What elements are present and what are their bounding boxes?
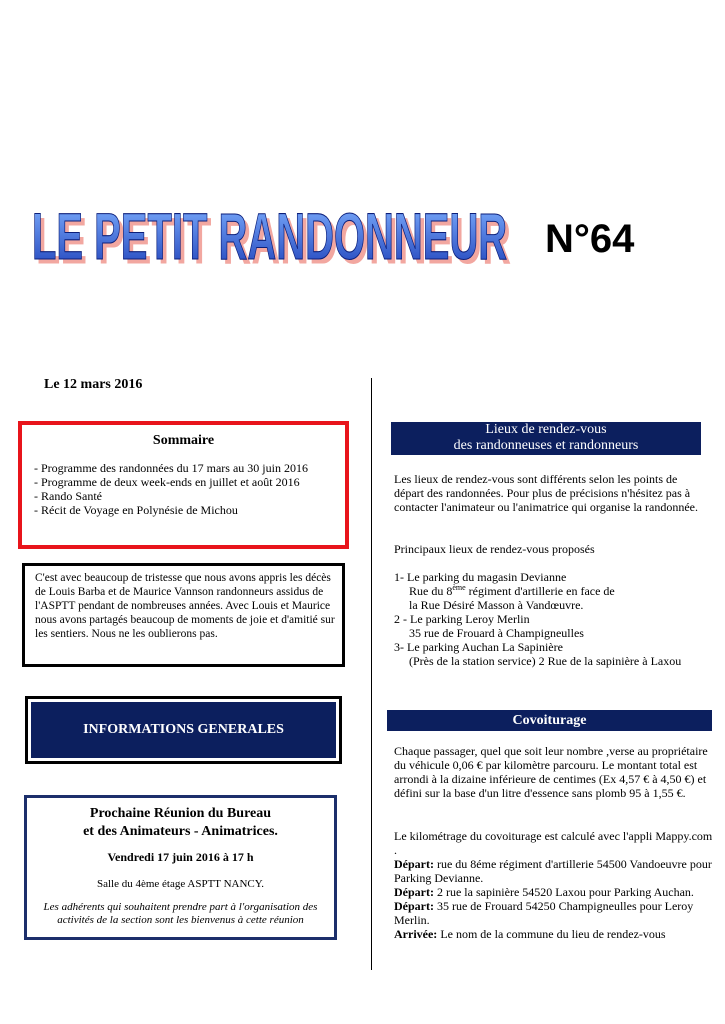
carpool-mappy-text: Le kilométrage du covoiturage est calculé avec l'appli Mappy.com . <box>394 829 713 857</box>
carpool-departure-2: Départ: 2 rue la sapinière 54520 Laxou pour Parking Auchan. <box>394 885 694 899</box>
summary-item: - Rando Santé <box>34 489 102 503</box>
meeting-title-line2: et des Animateurs - Animatrices. <box>83 824 278 839</box>
summary-title: Sommaire <box>152 433 215 448</box>
list-item: 2 - Le parking Leroy Merlin <box>394 612 530 626</box>
carpool-departure-3: Départ: 35 rue de Frouard 54250 Champigneulles pour Leroy Merlin. <box>394 899 694 927</box>
summary-list <box>34 461 308 517</box>
carpool-arrival: Arrivée: Le nom de la commune du lieu de rendez-vous <box>394 927 666 941</box>
issue-number: N°64 <box>545 217 635 261</box>
carpool-departure-1: Départ: rue du 8éme régiment d'artillerie 54500 Vandoeuvre pour Parking Devianne. <box>394 857 712 885</box>
list-item-detail: Rue du 8ème régiment d'artillerie en face de <box>409 583 615 598</box>
meeting-points-list <box>394 570 714 668</box>
column-divider <box>371 378 372 970</box>
meeting-points-subtitle: Principaux lieux de rendez-vous proposés <box>394 542 595 556</box>
svg-text:LE PETIT RANDONNEUR: LE PETIT RANDONNEUR <box>31 200 508 270</box>
meeting-points-banner <box>391 422 701 455</box>
svg-text:LE PETIT RANDONNEUR: LE PETIT RANDONNEUR <box>35 204 512 270</box>
publication-date: Le 12 mars 2016 <box>44 377 143 392</box>
meeting-box <box>24 795 337 940</box>
meeting-title-line1: Prochaine Réunion du Bureau <box>89 806 272 821</box>
meeting-points-intro: Les lieux de rendez-vous sont différents selon les points de départ des randonnées. Pour plus de précisions n'hésitez pas à contacter l'animateur ou l'animatrice qui organise la randonnée. <box>394 472 698 514</box>
summary-box <box>18 421 349 549</box>
list-item-detail: (Près de la station service) 2 Rue de la sapinière à Laxou <box>409 654 682 668</box>
list-item-detail: la Rue Désiré Masson à Vandœuvre. <box>409 598 584 612</box>
summary-item: - Récit de Voyage en Polynésie de Michou <box>34 503 238 517</box>
meeting-room: Salle du 4ème étage ASPTT NANCY. <box>96 878 265 890</box>
list-item: 3- Le parking Auchan La Sapinière <box>394 640 563 654</box>
carpool-banner: Covoiturage <box>387 710 712 731</box>
carpool-routes <box>394 829 714 941</box>
list-item-detail: 35 rue de Frouard à Champigneulles <box>409 626 584 640</box>
meeting-points-banner-line2: des randonneuses et randonneurs <box>453 438 639 453</box>
meeting-points-banner-line1: Lieux de rendez-vous <box>485 422 607 437</box>
summary-item: - Programme de deux week-ends en juillet et août 2016 <box>34 475 300 489</box>
condolences-box <box>22 563 345 667</box>
general-info-banner: INFORMATIONS GENERALES <box>31 702 336 758</box>
condolences-text: C'est avec beaucoup de tristesse que nous avons appris les décès de Louis Barba et de Maurice Vannson randonneurs assidus de l'ASPTT pendant de nombreuses années. Avec Louis et Maurice nous avons partagés beaucoup de moments de joie et d'amitié sur les sentiers. Nous ne les oublierons pas. <box>35 572 335 640</box>
meeting-date: Vendredi 17 juin 2016 à 17 h <box>107 850 254 864</box>
newsletter-logo <box>30 180 530 270</box>
carpool-pricing-text: Chaque passager, quel que soit leur nombre ,verse au propriétaire du véhicule 0,06 € par kilomètre parcouru. Le montant total est arrondi à la dizaine inférieure de centimes (Ex 4,57 € à 4,50 €) et défini sur la base d'un litre d'essence sans plomb 95 à 1,55 €. <box>394 744 708 800</box>
list-item: 1- Le parking du magasin Devianne <box>394 570 567 584</box>
meeting-title <box>27 805 334 841</box>
summary-item: - Programme des randonnées du 17 mars au 30 juin 2016 <box>34 461 308 475</box>
meeting-note: Les adhérents qui souhaitent prendre part à l'organisation des activités de la section sont les bienvenus à cette réunion <box>43 901 318 926</box>
